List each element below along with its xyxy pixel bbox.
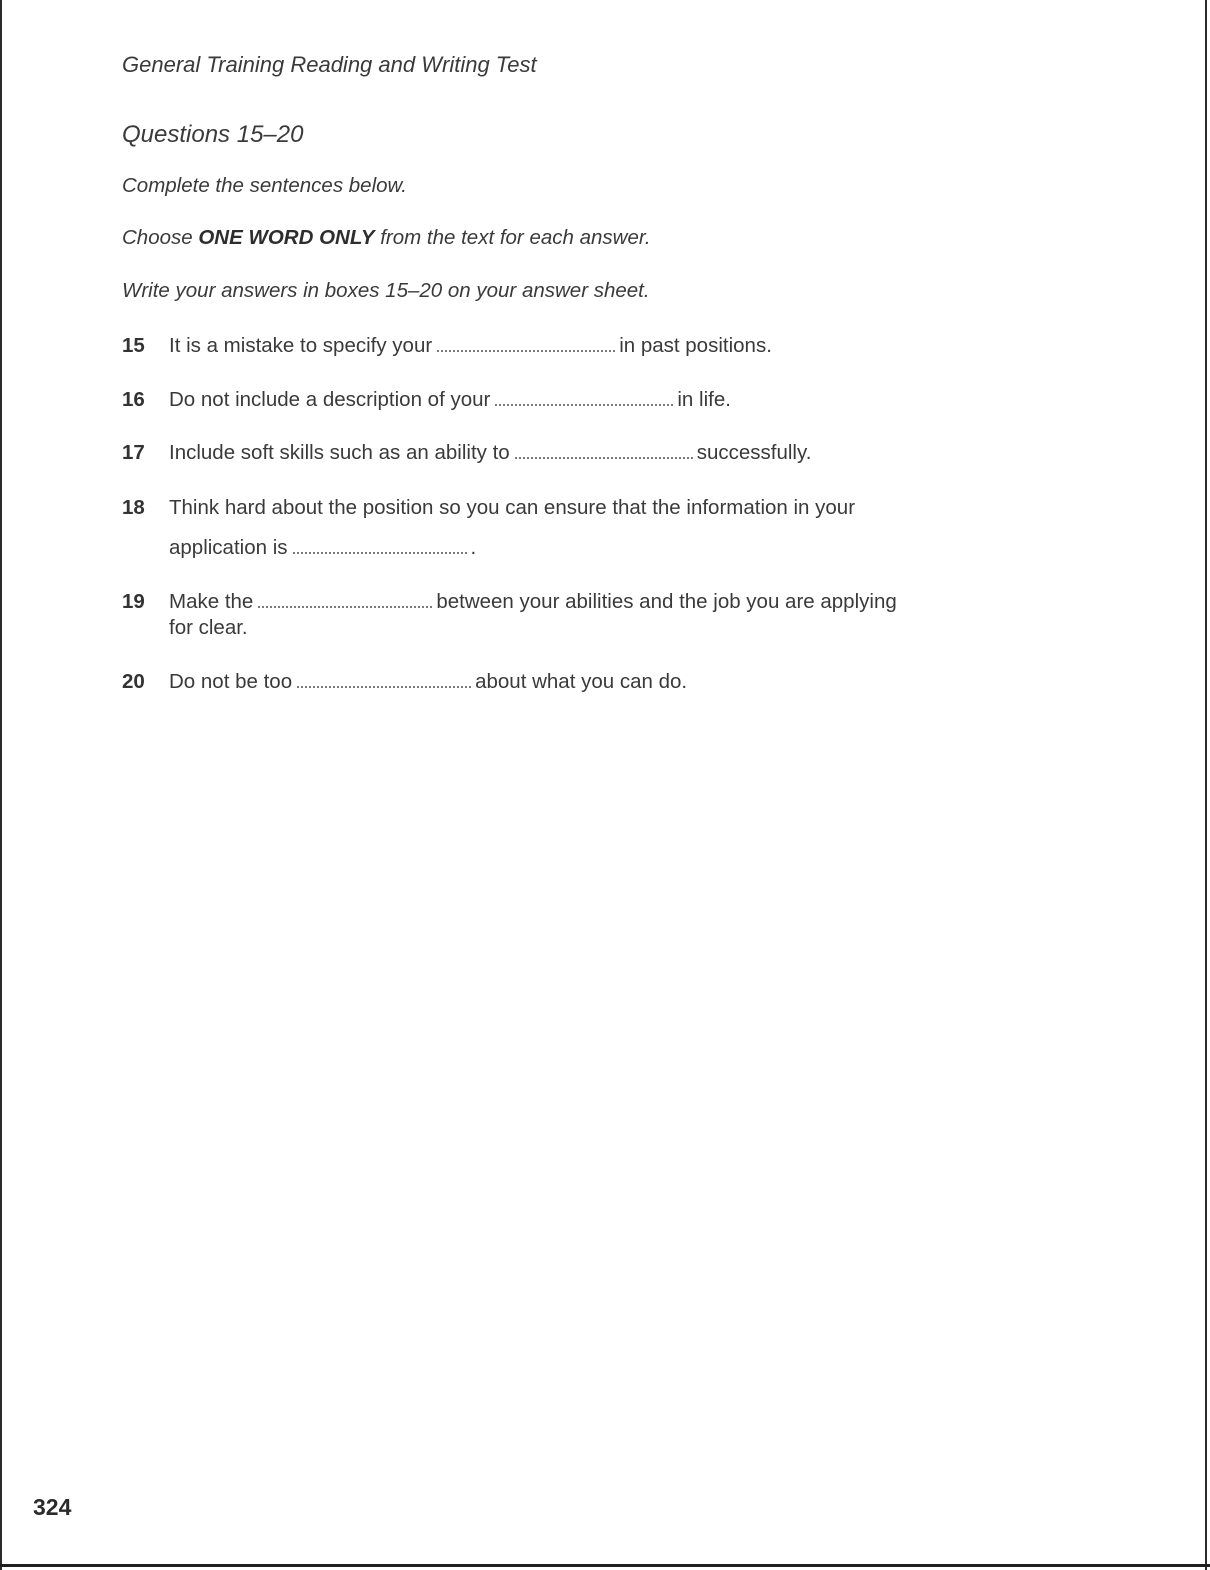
running-title: General Training Reading and Writing Test [122,52,537,77]
question-text-after: between your abilities and the job you are applying [436,590,897,613]
question-text [169,433,811,473]
answer-gap[interactable] [297,685,471,688]
page-edge-bottom [0,1564,1210,1567]
question-number: 15 [122,334,145,357]
question-number: 19 [122,590,145,613]
question-text-before: Make the [169,590,254,613]
question-19 [122,582,1022,642]
instruction-write: Write your answers in boxes 15–20 on your answer sheet. [122,279,650,302]
question-number: 18 [122,496,145,519]
instruction-choose-bold: ONE WORD ONLY [198,226,375,249]
page-number: 324 [33,1494,72,1520]
question-number: 20 [122,670,145,693]
question-text-before: application is [169,536,288,559]
question-text [169,380,731,420]
question-text-line-1 [169,582,897,622]
answer-gap[interactable] [293,551,467,554]
question-text-line-2 [169,528,476,568]
question-18 [122,488,1022,568]
instruction-complete: Complete the sentences below. [122,174,407,197]
question-number: 17 [122,441,145,464]
question-text-after: in life. [677,388,731,411]
questions-heading: Questions 15–20 [122,121,304,148]
question-text-before: Include soft skills such as an ability to [169,441,510,464]
answer-gap[interactable] [495,403,673,406]
answer-gap[interactable] [258,605,432,608]
question-text-line-1: Think hard about the position so you can ensure that the information in your [169,496,856,519]
question-text [169,662,687,702]
question-text-before: Do not include a description of your [169,388,491,411]
instruction-choose-pre: Choose [122,226,199,249]
question-text [169,326,772,366]
instruction-choose-post: from the text for each answer. [374,226,651,249]
page-edge-right [1205,0,1207,1570]
instruction-choose [122,226,651,250]
answer-gap[interactable] [437,349,615,352]
question-text-before: It is a mistake to specify your [169,334,433,357]
page-edge-left [0,0,2,1570]
question-text-before: Do not be too [169,670,293,693]
question-text-after: about what you can do. [475,670,688,693]
question-number: 16 [122,388,145,411]
question-text-after: . [470,536,477,559]
question-text-after: in past positions. [619,334,772,357]
question-text-line-2: for clear. [169,616,248,639]
question-text-after: successfully. [696,441,812,464]
answer-gap[interactable] [515,456,693,459]
